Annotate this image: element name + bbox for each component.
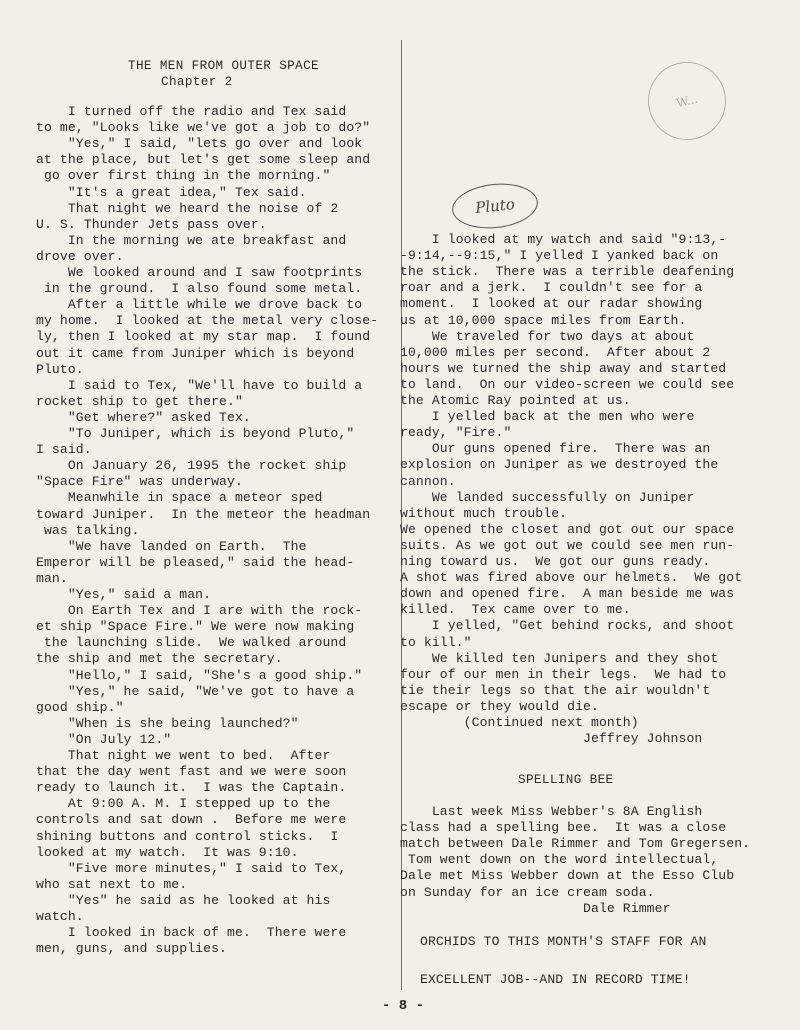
text-line: hours we turned the ship away and started xyxy=(400,360,727,376)
text-line: I looked at my watch and said "9:13,- xyxy=(400,232,727,247)
text-line: the launching slide. We walked around xyxy=(36,635,347,651)
text-line: was talking. xyxy=(36,522,140,538)
text-line: Pluto. xyxy=(36,361,84,377)
text-line: class had a spelling bee. It was a close xyxy=(400,820,727,836)
text-line: ORCHIDS TO THIS MONTH'S STAFF FOR AN xyxy=(420,934,707,949)
text-line: We opened the closet and got out our space xyxy=(400,521,735,537)
text-line: I said to Tex, "We'll have to build a xyxy=(36,377,363,393)
text-line: Meanwhile in space a meteor sped xyxy=(36,490,323,506)
text-line: match between Dale Rimmer and Tom Gregersen. xyxy=(400,836,751,852)
text-line: That night we heard the noise of 2 xyxy=(36,200,339,216)
handwritten-note-text: Pluto xyxy=(474,194,516,218)
text-line: down and opened fire. A man beside me was xyxy=(400,586,735,602)
text-line: "Yes," I said, "lets go over and look xyxy=(36,136,363,152)
text-line: EXCELLENT JOB--AND IN RECORD TIME! xyxy=(420,972,691,987)
text-line: on Sunday for an ice cream soda. xyxy=(400,884,655,900)
text-line: Tom went down on the word intellectual, xyxy=(400,852,719,868)
text-line: At 9:00 A. M. I stepped up to the xyxy=(36,796,331,812)
spelling-bee-title: SPELLING BEE xyxy=(518,773,614,787)
text-line: I yelled, "Get behind rocks, and shoot xyxy=(400,618,735,634)
text-line: ready to launch it. I was the Captain. xyxy=(36,780,347,796)
text-line: 10,000 miles per second. After about 2 xyxy=(400,344,711,360)
story-title: THE MEN FROM OUTER SPACE xyxy=(128,59,319,73)
page-number: - 8 - xyxy=(381,998,424,1014)
text-line: "Get where?" asked Tex. xyxy=(36,409,251,425)
text-line: "Five more minutes," I said to Tex, xyxy=(36,860,347,876)
text-line: I yelled back at the men who were xyxy=(400,409,695,425)
text-line: Jeffrey Johnson xyxy=(400,731,703,747)
text-line: After a little while we drove back to xyxy=(36,297,363,313)
text-line: "We have landed on Earth. The xyxy=(36,538,307,554)
text-line: rocket ship to get there." xyxy=(36,393,243,409)
faded-stamp xyxy=(640,54,735,149)
text-line: go over first thing in the morning." xyxy=(36,168,331,184)
text-line: the stick. There was a terrible deafening xyxy=(400,264,735,280)
text-line: We traveled for two days at about xyxy=(400,328,695,344)
handwritten-note xyxy=(450,180,540,233)
text-line: killed. Tex came over to me. xyxy=(400,602,631,618)
text-line: man. xyxy=(36,570,68,586)
text-line: et ship "Space Fire." We were now making xyxy=(36,619,355,635)
text-line: without much trouble. xyxy=(400,505,568,521)
text-line: my home. I looked at the metal very close- xyxy=(36,313,379,329)
text-line: "On July 12." xyxy=(36,731,172,747)
text-line: I said. xyxy=(36,442,92,458)
text-line: "Yes," said a man. xyxy=(36,587,212,602)
text-line: We killed ten Junipers and they shot xyxy=(400,650,719,666)
text-line: "Yes" he said as he looked at his xyxy=(36,892,331,908)
text-line: Last week Miss Webber's 8A English xyxy=(400,804,703,819)
text-line: cannon. xyxy=(400,473,456,489)
text-line: Our guns opened fire. There was an xyxy=(400,441,711,457)
text-line: suits. As we got out we could see men run- xyxy=(400,537,735,553)
text-line: looked at my watch. It was 9:10. xyxy=(36,844,299,860)
text-line: drove over. xyxy=(36,248,124,264)
text-line: That night we went to bed. After xyxy=(36,748,331,763)
text-line: Dale Rimmer xyxy=(400,900,671,916)
text-line: good ship." xyxy=(36,699,124,715)
text-line: roar and a jerk. I couldn't see for a xyxy=(400,280,703,296)
text-line: "When is she being launched?" xyxy=(36,715,299,731)
text-line: moment. I looked at our radar showing xyxy=(400,296,703,312)
text-line: shining buttons and control sticks. I xyxy=(36,828,339,844)
text-line: controls and sat down . Before me were xyxy=(36,812,347,828)
text-line: I looked in back of me. There were xyxy=(36,925,347,941)
text-line: (Continued next month) xyxy=(400,715,639,730)
text-line: "Space Fire" was underway. xyxy=(36,474,243,490)
text-line: In the morning we ate breakfast and xyxy=(36,232,347,248)
text-line: explosion on Juniper as we destroyed the xyxy=(400,457,719,473)
text-line: Dale met Miss Webber down at the Esso Club xyxy=(400,868,735,884)
text-line: in the ground. I also found some metal. xyxy=(36,281,363,297)
text-line: the Atomic Ray pointed at us. xyxy=(400,393,631,408)
text-line: ly, then I looked at my star map. I found xyxy=(36,329,371,345)
text-line: "To Juniper, which is beyond Pluto," xyxy=(36,426,355,441)
text-line: out it came from Juniper which is beyond xyxy=(36,345,355,361)
text-line: men, guns, and supplies. xyxy=(36,941,227,957)
text-line: tie their legs so that the air wouldn't xyxy=(400,682,711,698)
text-line: We landed successfully on Juniper xyxy=(400,489,695,505)
text-line: "It's a great idea," Tex said. xyxy=(36,184,307,200)
text-line: at the place, but let's get some sleep and xyxy=(36,152,371,168)
text-line: I turned off the radio and Tex said xyxy=(36,104,347,119)
text-line: the ship and met the secretary. xyxy=(36,651,283,667)
text-line: escape or they would die. xyxy=(400,698,599,714)
text-line: four of our men in their legs. We had to xyxy=(400,666,727,682)
text-line: On Earth Tex and I are with the rock- xyxy=(36,603,363,619)
story-chapter: Chapter 2 xyxy=(161,75,233,89)
stamp-text: W... xyxy=(674,91,700,111)
text-line: A shot was fired above our helmets. We got xyxy=(400,570,743,586)
text-line: We looked around and I saw footprints xyxy=(36,265,363,280)
text-line: watch. xyxy=(36,909,84,924)
text-line: to me, "Looks like we've got a job to do?" xyxy=(36,120,371,136)
text-line: "Yes," he said, "We've got to have a xyxy=(36,683,355,699)
text-line: -9:14,--9:15," I yelled I yanked back on xyxy=(400,248,719,264)
text-line: to land. On our video-screen we could see xyxy=(400,376,735,392)
text-line: us at 10,000 space miles from Earth. xyxy=(400,312,687,328)
text-line: On January 26, 1995 the rocket ship xyxy=(36,458,347,474)
text-line: toward Juniper. In the meteor the headman xyxy=(36,506,371,522)
text-line: U. S. Thunder Jets pass over. xyxy=(36,216,267,232)
text-line: to kill." xyxy=(400,634,472,650)
text-line: who sat next to me. xyxy=(36,876,188,892)
text-line: "Hello," I said, "She's a good ship." xyxy=(36,667,363,683)
text-line: ning toward us. We got our guns ready. xyxy=(400,554,711,569)
text-line: Emperor will be pleased," said the head- xyxy=(36,554,355,570)
text-line: that the day went fast and we were soon xyxy=(36,764,347,780)
text-line: ready, "Fire." xyxy=(400,425,512,441)
